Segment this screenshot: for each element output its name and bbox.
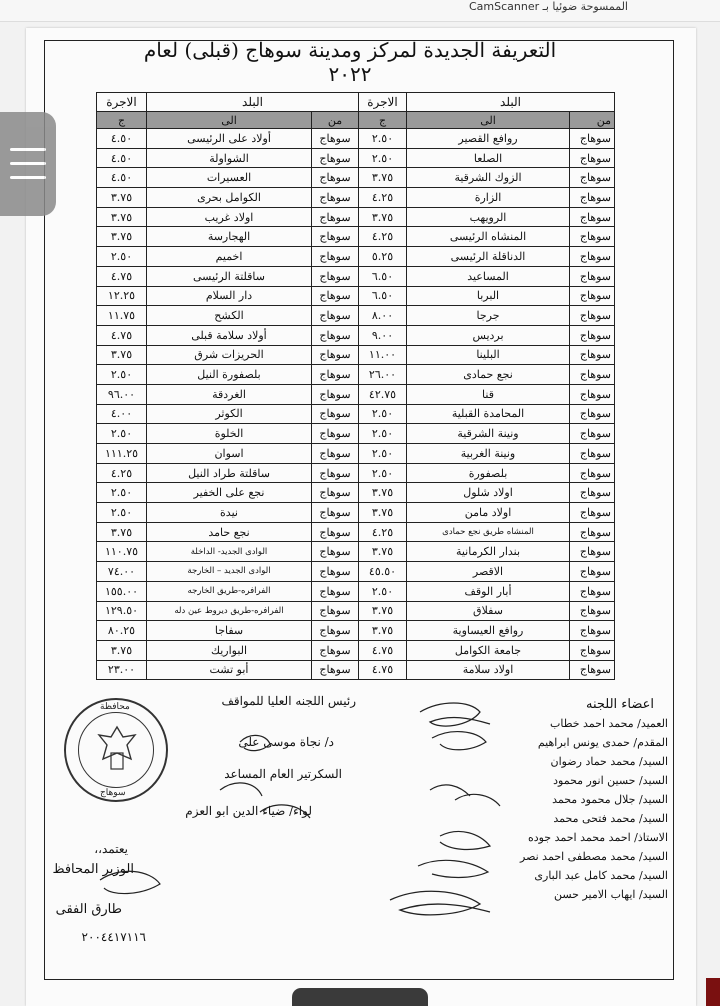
table-row bbox=[97, 168, 359, 188]
cell-fare: ٤٥.٥٠ bbox=[359, 562, 407, 582]
cell-fare: ٢.٥٠ bbox=[97, 483, 147, 503]
table-row bbox=[97, 640, 359, 660]
cell-from: سوهاج bbox=[570, 227, 615, 247]
cell-fare: ٤.٥٠ bbox=[97, 129, 147, 149]
cell-fare: ٩٦.٠٠ bbox=[97, 384, 147, 404]
table-row bbox=[359, 660, 615, 680]
cell-to: الزارة bbox=[407, 188, 570, 208]
cell-to: نجع على الخفير bbox=[147, 483, 312, 503]
cell-to: اولاد سلامة bbox=[407, 660, 570, 680]
member-name: السيد/ محمد كامل عبد البارى bbox=[534, 869, 668, 882]
cell-fare: ٣.٧٥ bbox=[359, 542, 407, 562]
cell-fare: ٣.٧٥ bbox=[359, 621, 407, 641]
cell-fare: ٢.٥٠ bbox=[359, 424, 407, 444]
cell-fare: ١٢٩.٥٠ bbox=[97, 601, 147, 621]
cell-from: سوهاج bbox=[570, 542, 615, 562]
cell-to: الوادى الجديد- الداخلة bbox=[147, 542, 312, 562]
cell-to: البواريك bbox=[147, 640, 312, 660]
table-row bbox=[97, 188, 359, 208]
cell-from: سوهاج bbox=[312, 286, 359, 306]
table-row bbox=[97, 365, 359, 385]
hamburger-menu-button[interactable] bbox=[0, 112, 56, 216]
cell-fare: ٢.٥٠ bbox=[359, 581, 407, 601]
cell-fare: ٢.٥٠ bbox=[359, 129, 407, 149]
cell-to: بلصفورة النيل bbox=[147, 365, 312, 385]
table-row bbox=[97, 247, 359, 267]
table-row bbox=[359, 621, 615, 641]
table-row bbox=[97, 581, 359, 601]
cell-fare: ٨.٠٠ bbox=[359, 306, 407, 326]
cell-from: سوهاج bbox=[570, 640, 615, 660]
cell-fare: ١١٠.٧٥ bbox=[97, 542, 147, 562]
table-row bbox=[97, 522, 359, 542]
approval-name: طارق الفقى bbox=[55, 902, 122, 917]
cell-from: سوهاج bbox=[570, 306, 615, 326]
cell-from: سوهاج bbox=[570, 325, 615, 345]
cell-to: ونينة الشرقية bbox=[407, 424, 570, 444]
cell-to: برديس bbox=[407, 325, 570, 345]
cell-from: سوهاج bbox=[312, 640, 359, 660]
cell-from: سوهاج bbox=[570, 522, 615, 542]
member-name: الاستاذ/ احمد محمد احمد جوده bbox=[527, 831, 668, 844]
approval-reference: ٢٠٠٤٤١٧١١٦ bbox=[81, 930, 146, 944]
cell-to: اولاد مامن bbox=[407, 503, 570, 523]
cell-fare: ٢٣.٠٠ bbox=[97, 660, 147, 680]
cell-fare: ٤.٠٠ bbox=[97, 404, 147, 424]
cell-to: جرجا bbox=[407, 306, 570, 326]
cell-fare: ٣.٧٥ bbox=[97, 640, 147, 660]
cell-fare: ٢.٥٠ bbox=[359, 148, 407, 168]
cell-to: الاقصر bbox=[407, 562, 570, 582]
table-row bbox=[359, 483, 615, 503]
cell-from: سوهاج bbox=[570, 247, 615, 267]
table-row bbox=[359, 129, 615, 149]
cell-fare: ٣.٧٥ bbox=[359, 168, 407, 188]
table-row bbox=[97, 266, 359, 286]
member-name: السيد/ محمد مصطفى احمد نصر bbox=[520, 850, 668, 863]
cell-from: سوهاج bbox=[312, 384, 359, 404]
cell-to: البلينا bbox=[407, 345, 570, 365]
table-row bbox=[359, 404, 615, 424]
cell-from: سوهاج bbox=[312, 207, 359, 227]
cell-fare: ٢.٥٠ bbox=[97, 503, 147, 523]
cell-from: سوهاج bbox=[312, 503, 359, 523]
cell-to: ونينة الغربية bbox=[407, 444, 570, 464]
cell-to: سفاجا bbox=[147, 621, 312, 641]
table-row bbox=[359, 444, 615, 464]
table-row bbox=[97, 129, 359, 149]
cell-to: العسيرات bbox=[147, 168, 312, 188]
table-row bbox=[97, 148, 359, 168]
table-row bbox=[359, 286, 615, 306]
cell-to: اخميم bbox=[147, 247, 312, 267]
member-name: السيد/ جلال محمود محمد bbox=[552, 793, 668, 806]
cell-fare: ٣.٧٥ bbox=[97, 207, 147, 227]
header-to: الى bbox=[147, 112, 312, 129]
table-row bbox=[359, 247, 615, 267]
table-row bbox=[359, 207, 615, 227]
cell-from: سوهاج bbox=[570, 601, 615, 621]
scanner-bar bbox=[0, 0, 720, 22]
cell-from: سوهاج bbox=[312, 542, 359, 562]
cell-from: سوهاج bbox=[312, 325, 359, 345]
cell-from: سوهاج bbox=[570, 562, 615, 582]
committee-members bbox=[520, 695, 668, 904]
cell-to: الوادى الجديد – الخارجة bbox=[147, 562, 312, 582]
member-name: السيد/ حسين انور محمود bbox=[553, 774, 668, 787]
cell-to: أبار الوقف bbox=[407, 581, 570, 601]
cell-to: بندار الكرمانية bbox=[407, 542, 570, 562]
cell-fare: ٣.٧٥ bbox=[97, 227, 147, 247]
cell-to: الرويهب bbox=[407, 207, 570, 227]
cell-to: المحامدة القبلية bbox=[407, 404, 570, 424]
assistant-title: السكرتير العام المساعد bbox=[224, 767, 342, 781]
cell-to: الكوثر bbox=[147, 404, 312, 424]
cell-fare: ٤.٢٥ bbox=[359, 227, 407, 247]
cell-fare: ١١.٠٠ bbox=[359, 345, 407, 365]
cell-from: سوهاج bbox=[570, 424, 615, 444]
cell-fare: ٤٢.٧٥ bbox=[359, 384, 407, 404]
table-row bbox=[97, 601, 359, 621]
cell-fare: ٤.٢٥ bbox=[97, 463, 147, 483]
cell-to: نجع حمادى bbox=[407, 365, 570, 385]
table-row bbox=[359, 168, 615, 188]
table-row bbox=[97, 306, 359, 326]
table-row bbox=[359, 640, 615, 660]
cell-to: أولاد على الرئيسى bbox=[147, 129, 312, 149]
cell-from: سوهاج bbox=[312, 463, 359, 483]
cell-fare: ٢.٥٠ bbox=[359, 463, 407, 483]
table-row bbox=[359, 227, 615, 247]
cell-to: أبو تشت bbox=[147, 660, 312, 680]
cell-from: سوهاج bbox=[312, 168, 359, 188]
cell-fare: ٢.٥٠ bbox=[359, 444, 407, 464]
cell-from: سوهاج bbox=[312, 621, 359, 641]
cell-fare: ٢.٥٠ bbox=[97, 424, 147, 444]
cell-fare: ٤.٧٥ bbox=[97, 325, 147, 345]
table-row bbox=[359, 148, 615, 168]
table-row bbox=[359, 384, 615, 404]
table-row bbox=[359, 562, 615, 582]
header-to: الى bbox=[407, 112, 570, 129]
table-row bbox=[97, 542, 359, 562]
header-from: من bbox=[312, 112, 359, 129]
cell-from: سوهاج bbox=[312, 483, 359, 503]
table-row bbox=[359, 345, 615, 365]
cell-to: روافع العيساوية bbox=[407, 621, 570, 641]
table-row bbox=[97, 444, 359, 464]
table-row bbox=[359, 581, 615, 601]
cell-fare: ٩.٠٠ bbox=[359, 325, 407, 345]
cell-fare: ٦.٥٠ bbox=[359, 266, 407, 286]
table-row bbox=[97, 483, 359, 503]
corner-decoration bbox=[706, 978, 720, 1006]
cell-fare: ٤.٢٥ bbox=[359, 522, 407, 542]
table-row bbox=[359, 188, 615, 208]
header-from: من bbox=[570, 112, 615, 129]
cell-fare: ٧٤.٠٠ bbox=[97, 562, 147, 582]
cell-to: الفرافره-طريق ديروط عين دله bbox=[147, 601, 312, 621]
home-indicator[interactable] bbox=[292, 988, 428, 1006]
cell-to: قنا bbox=[407, 384, 570, 404]
table-row bbox=[359, 463, 615, 483]
cell-from: سوهاج bbox=[570, 168, 615, 188]
hamburger-icon-bar bbox=[10, 162, 46, 165]
cell-from: سوهاج bbox=[312, 660, 359, 680]
cell-from: سوهاج bbox=[570, 503, 615, 523]
table-row bbox=[97, 463, 359, 483]
cell-fare: ٣.٧٥ bbox=[359, 601, 407, 621]
cell-fare: ٢٦.٠٠ bbox=[359, 365, 407, 385]
cell-to: الكشح bbox=[147, 306, 312, 326]
table-row bbox=[359, 601, 615, 621]
cell-fare: ٤.٥٠ bbox=[97, 168, 147, 188]
header-fare: الاجرة bbox=[97, 93, 147, 112]
cell-fare: ٤.٢٥ bbox=[359, 188, 407, 208]
cell-from: سوهاج bbox=[312, 345, 359, 365]
cell-to: نيدة bbox=[147, 503, 312, 523]
table-row bbox=[359, 365, 615, 385]
cell-from: سوهاج bbox=[312, 227, 359, 247]
cell-from: سوهاج bbox=[570, 129, 615, 149]
cell-from: سوهاج bbox=[312, 562, 359, 582]
cell-to: اسوان bbox=[147, 444, 312, 464]
cell-from: سوهاج bbox=[570, 483, 615, 503]
cell-fare: ٣.٧٥ bbox=[97, 188, 147, 208]
header-town: البلد bbox=[407, 93, 615, 112]
fare-table-left bbox=[96, 92, 359, 680]
cell-to: ساقلتة الرئيسى bbox=[147, 266, 312, 286]
cell-fare: ١٥٥.٠٠ bbox=[97, 581, 147, 601]
cell-from: سوهاج bbox=[312, 404, 359, 424]
cell-to: الهجارسة bbox=[147, 227, 312, 247]
cell-fare: ١١١.٢٥ bbox=[97, 444, 147, 464]
cell-from: سوهاج bbox=[312, 129, 359, 149]
seal-top-text: محافظة bbox=[100, 702, 130, 712]
cell-to: الخلوة bbox=[147, 424, 312, 444]
cell-from: سوهاج bbox=[312, 601, 359, 621]
cell-from: سوهاج bbox=[570, 365, 615, 385]
table-row bbox=[97, 562, 359, 582]
cell-to: روافع القصير bbox=[407, 129, 570, 149]
governorate-seal bbox=[64, 698, 168, 802]
cell-from: سوهاج bbox=[312, 444, 359, 464]
table-row bbox=[97, 503, 359, 523]
cell-from: سوهاج bbox=[570, 384, 615, 404]
cell-to: نجع حامد bbox=[147, 522, 312, 542]
member-name: السيد/ محمد فتحى محمد bbox=[553, 812, 668, 825]
document-title: التعريفة الجديدة لمركز ومدينة سوهاج (قبلى) لعام ٢٠٢٢ bbox=[143, 38, 557, 86]
cell-from: سوهاج bbox=[570, 621, 615, 641]
cell-from: سوهاج bbox=[570, 286, 615, 306]
seal-bottom-text: سوهاج bbox=[100, 788, 126, 798]
table-row bbox=[97, 384, 359, 404]
cell-fare: ٢.٥٠ bbox=[97, 247, 147, 267]
cell-fare: ١٢.٢٥ bbox=[97, 286, 147, 306]
cell-fare: ٤.٥٠ bbox=[97, 148, 147, 168]
cell-to: الغردقة bbox=[147, 384, 312, 404]
eagle-emblem-icon bbox=[78, 712, 154, 788]
scanner-text: الممسوحة ضوئيا بـ CamScanner bbox=[468, 0, 628, 13]
cell-from: سوهاج bbox=[570, 188, 615, 208]
cell-to: اولاد غريب bbox=[147, 207, 312, 227]
cell-from: سوهاج bbox=[312, 306, 359, 326]
table-row bbox=[97, 227, 359, 247]
cell-from: سوهاج bbox=[312, 365, 359, 385]
cell-from: سوهاج bbox=[312, 188, 359, 208]
cell-fare: ٨٠.٢٥ bbox=[97, 621, 147, 641]
cell-fare: ٦.٥٠ bbox=[359, 286, 407, 306]
member-name: المقدم/ حمدى يونس ابراهيم bbox=[537, 736, 668, 749]
cell-from: سوهاج bbox=[570, 148, 615, 168]
table-row bbox=[359, 424, 615, 444]
cell-from: سوهاج bbox=[570, 345, 615, 365]
cell-from: سوهاج bbox=[570, 404, 615, 424]
cell-fare: ٢.٥٠ bbox=[97, 365, 147, 385]
members-heading: اعضاء اللجنه bbox=[585, 697, 654, 712]
committee-head-title: رئيس اللجنه العليا للمواقف bbox=[221, 694, 356, 708]
cell-fare: ٤.٧٥ bbox=[97, 266, 147, 286]
cell-to: الكوامل بحرى bbox=[147, 188, 312, 208]
cell-fare: ٥.٢٥ bbox=[359, 247, 407, 267]
cell-to: سفلاق bbox=[407, 601, 570, 621]
member-name: السيد/ ايهاب الامير حسن bbox=[553, 888, 668, 901]
table-row bbox=[97, 404, 359, 424]
hamburger-icon bbox=[10, 148, 46, 151]
cell-fare: ١١.٧٥ bbox=[97, 306, 147, 326]
cell-to: الشواولة bbox=[147, 148, 312, 168]
cell-fare: ٣.٧٥ bbox=[359, 503, 407, 523]
table-row bbox=[97, 207, 359, 227]
table-row bbox=[359, 542, 615, 562]
cell-to: بلصفورة bbox=[407, 463, 570, 483]
cell-to: المساعيد bbox=[407, 266, 570, 286]
cell-from: سوهاج bbox=[570, 463, 615, 483]
assistant-name: لواء/ ضياء الدين ابو العزم bbox=[185, 804, 312, 818]
table-row bbox=[97, 660, 359, 680]
cell-from: سوهاج bbox=[570, 660, 615, 680]
cell-to: المنشاه الرئيسى bbox=[407, 227, 570, 247]
table-row bbox=[97, 325, 359, 345]
table-row bbox=[359, 325, 615, 345]
approval-label: يعتمد،، bbox=[94, 842, 128, 856]
cell-fare: ٣.٧٥ bbox=[97, 522, 147, 542]
approval-title: الوزير المحافظ bbox=[52, 862, 134, 877]
table-row bbox=[97, 424, 359, 444]
member-name: العميد/ محمد احمد خطاب bbox=[549, 717, 668, 730]
header-fare: الاجرة bbox=[359, 93, 407, 112]
cell-fare: ٣.٧٥ bbox=[97, 345, 147, 365]
cell-to: أولاد سلامة قبلى bbox=[147, 325, 312, 345]
header-fare-unit: ج bbox=[97, 112, 147, 129]
table-row bbox=[97, 621, 359, 641]
header-town: البلد bbox=[147, 93, 359, 112]
cell-to: جامعة الكوامل bbox=[407, 640, 570, 660]
cell-from: سوهاج bbox=[312, 581, 359, 601]
member-name: السيد/ محمد حماد رضوان bbox=[550, 755, 668, 768]
cell-to: البربا bbox=[407, 286, 570, 306]
table-row bbox=[359, 306, 615, 326]
cell-from: سوهاج bbox=[312, 148, 359, 168]
cell-to: ساقلتة طراد النيل bbox=[147, 463, 312, 483]
table-row bbox=[97, 286, 359, 306]
cell-from: سوهاج bbox=[570, 266, 615, 286]
cell-fare: ٣.٧٥ bbox=[359, 483, 407, 503]
table-row bbox=[359, 522, 615, 542]
header-fare-unit: ج bbox=[359, 112, 407, 129]
cell-from: سوهاج bbox=[570, 207, 615, 227]
cell-fare: ٤.٧٥ bbox=[359, 640, 407, 660]
cell-fare: ٢.٥٠ bbox=[359, 404, 407, 424]
committee-head-name: د/ نجاة موسى على bbox=[238, 735, 334, 749]
cell-to: الصلعا bbox=[407, 148, 570, 168]
cell-from: سوهاج bbox=[312, 424, 359, 444]
cell-to: اولاد شلول bbox=[407, 483, 570, 503]
cell-from: سوهاج bbox=[570, 444, 615, 464]
cell-to: الفرافره-طريق الخارجه bbox=[147, 581, 312, 601]
table-row bbox=[359, 266, 615, 286]
cell-from: سوهاج bbox=[312, 522, 359, 542]
cell-from: سوهاج bbox=[570, 581, 615, 601]
cell-to: الدناقلة الرئيسى bbox=[407, 247, 570, 267]
cell-from: سوهاج bbox=[312, 266, 359, 286]
cell-fare: ٤.٧٥ bbox=[359, 660, 407, 680]
hamburger-icon-bar bbox=[10, 176, 46, 179]
cell-to: دار السلام bbox=[147, 286, 312, 306]
cell-fare: ٣.٧٥ bbox=[359, 207, 407, 227]
cell-to: الزوك الشرقية bbox=[407, 168, 570, 188]
cell-to: المنشاه طريق نجع حمادى bbox=[407, 522, 570, 542]
fare-table-right bbox=[358, 92, 615, 680]
table-row bbox=[97, 345, 359, 365]
table-row bbox=[359, 503, 615, 523]
cell-from: سوهاج bbox=[312, 247, 359, 267]
cell-to: الحريزات شرق bbox=[147, 345, 312, 365]
